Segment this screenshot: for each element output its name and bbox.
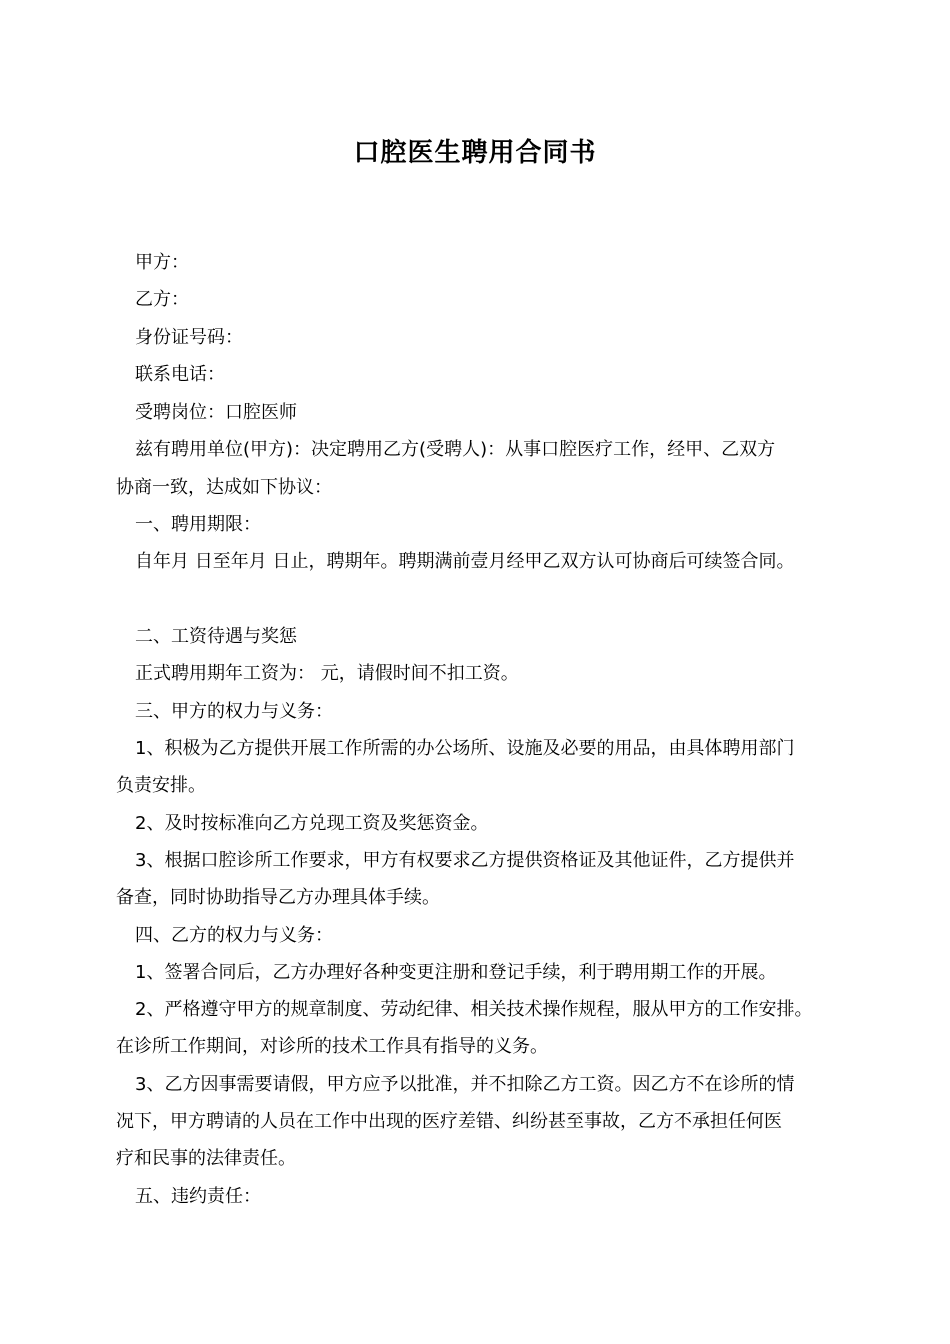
section-text: 自年月 日至年月 日止，聘期年。聘期满前壹月经甲乙双方认可协商后可续签合同。 [135,551,795,572]
intro-paragraph-line: 协商一致，达成如下协议： [116,477,332,498]
section-text: 正式聘用期年工资为： 元，请假时间不扣工资。 [135,663,519,684]
clause-line: 2、及时按标准向乙方兑现工资及奖惩资金。 [135,813,489,834]
position-label: 受聘岗位：口腔医师 [135,402,297,423]
section-heading: 二、工资待遇与奖惩 [135,626,297,647]
id-number-label: 身份证号码： [135,327,243,348]
document-title: 口腔医生聘用合同书 [353,138,597,168]
party-b-label: 乙方： [135,289,189,310]
section-heading: 五、违约责任： [135,1186,261,1207]
party-a-label: 甲方： [135,252,189,273]
clause-line: 负责安排。 [116,775,206,796]
clause-line: 在诊所工作期间，对诊所的技术工作具有指导的义务。 [116,1036,548,1057]
clause-line: 2、严格遵守甲方的规章制度、劳动纪律、相关技术操作规程，服从甲方的工作安排。 [135,999,813,1020]
clause-line: 3、乙方因事需要请假，甲方应予以批准，并不扣除乙方工资。因乙方不在诊所的情 [135,1074,795,1095]
section-heading: 一、聘用期限： [135,514,261,535]
phone-label: 联系电话： [135,364,225,385]
clause-line: 1、积极为乙方提供开展工作所需的办公场所、设施及必要的用品，由具体聘用部门 [135,738,795,759]
clause-line: 备查，同时协助指导乙方办理具体手续。 [116,887,440,908]
clause-line: 3、根据口腔诊所工作要求，甲方有权要求乙方提供资格证及其他证件，乙方提供并 [135,850,795,871]
intro-paragraph-line: 兹有聘用单位(甲方)：决定聘用乙方(受聘人)：从事口腔医疗工作，经甲、乙双方 [135,439,776,460]
clause-line: 况下，甲方聘请的人员在工作中出现的医疗差错、纠纷甚至事故，乙方不承担任何医 [116,1111,782,1132]
section-heading: 四、乙方的权力与义务： [135,925,333,946]
clause-line: 1、签署合同后，乙方办理好各种变更注册和登记手续，利于聘用期工作的开展。 [135,962,777,983]
section-heading: 三、甲方的权力与义务： [135,701,333,722]
clause-line: 疗和民事的法律责任。 [116,1148,296,1169]
